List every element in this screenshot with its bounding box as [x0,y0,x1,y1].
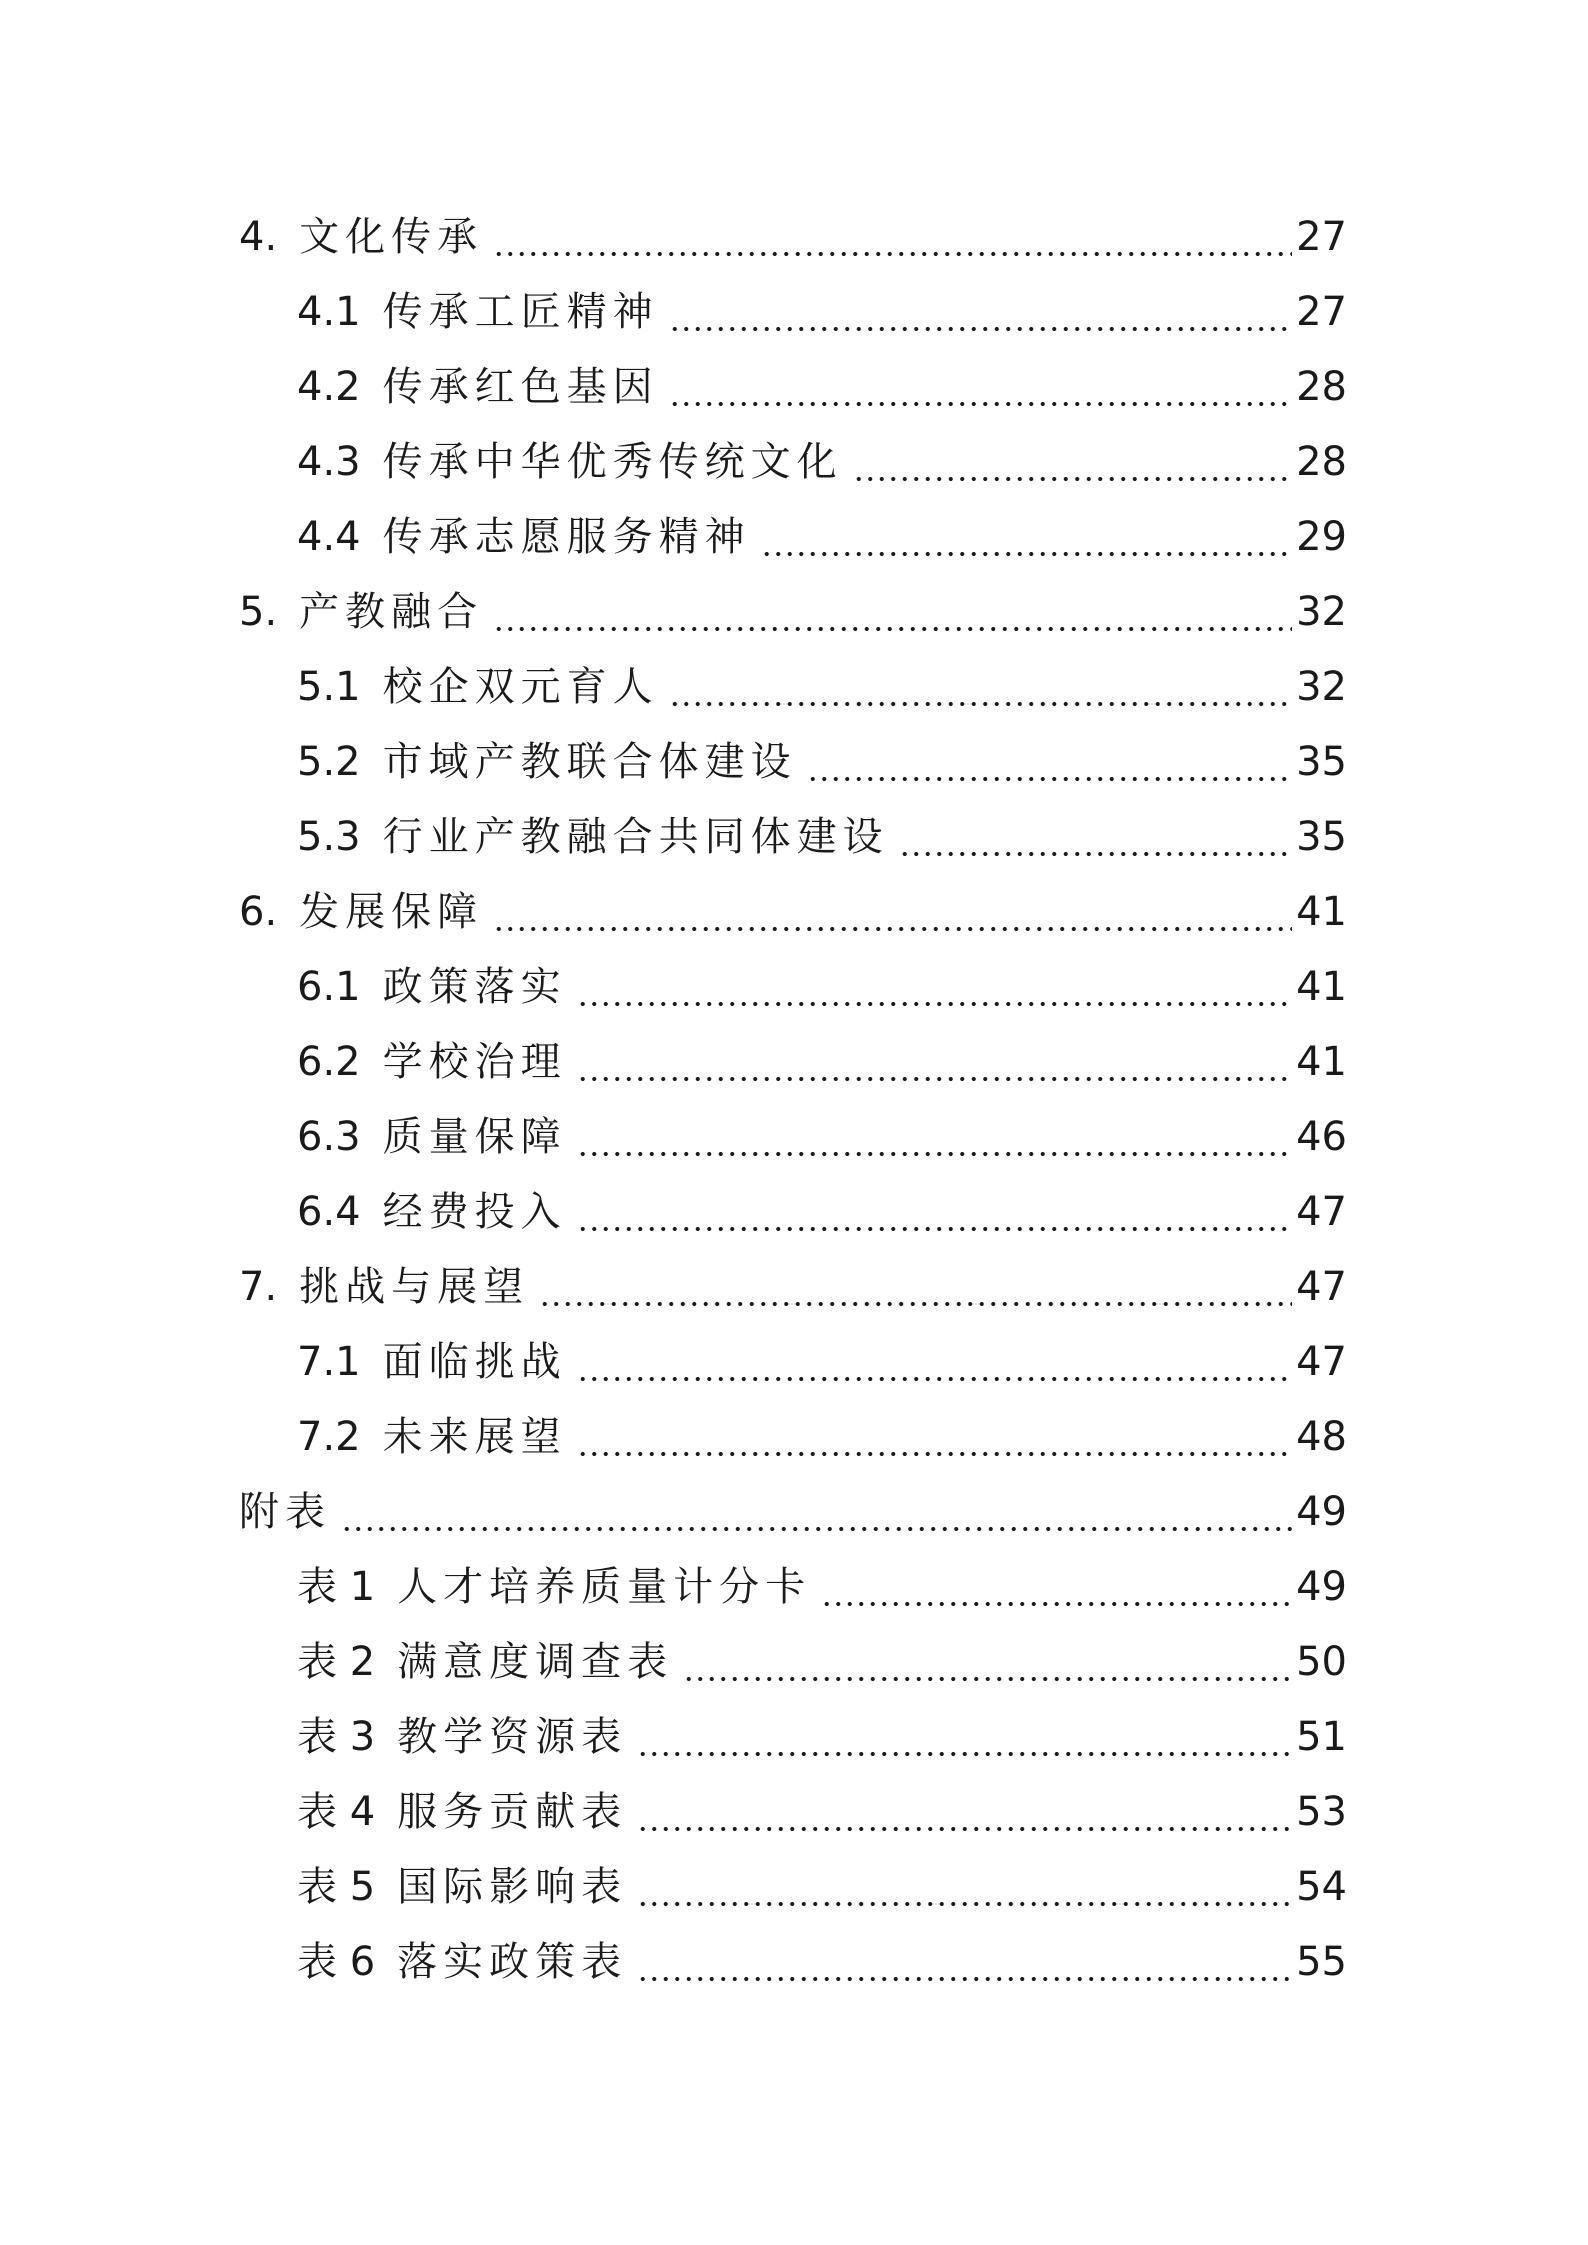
table-of-contents [239,200,1347,2000]
toc-entry-title: 质量保障 [382,1114,567,1160]
toc-entry-page: 54 [1296,1864,1347,1910]
toc-entry[interactable] [239,500,1347,575]
toc-entry-number: 4. [239,214,278,260]
toc-entry-number: 6.2 [297,1039,361,1085]
toc-entry-title: 传承中华优秀传统文化 [382,439,843,485]
toc-entry-page: 41 [1296,1039,1347,1085]
toc-entry-number: 7. [239,1264,278,1310]
toc-entry[interactable] [239,1175,1347,1250]
toc-entry-page: 49 [1296,1489,1347,1535]
toc-entry-number: 5.1 [297,664,361,710]
toc-entry-page: 48 [1296,1414,1347,1460]
toc-entry-number: 6.1 [297,964,361,1010]
toc-entry-page: 27 [1296,289,1347,335]
toc-entry[interactable] [239,275,1347,350]
toc-entry[interactable] [239,1850,1347,1925]
toc-entry[interactable] [239,875,1347,950]
dot-leader [821,1550,1292,1625]
toc-entry-number: 6.3 [297,1114,361,1160]
toc-entry[interactable] [239,1325,1347,1400]
dot-leader [637,1925,1292,2000]
dot-leader [577,1325,1292,1400]
toc-entry-title: 产教融合 [299,589,484,635]
toc-entry-number: 4.3 [297,439,361,485]
toc-entry[interactable] [239,1700,1347,1775]
toc-entry[interactable] [239,575,1347,650]
toc-entry-page: 49 [1296,1564,1347,1610]
dot-leader [899,800,1292,875]
dot-leader [539,1250,1292,1325]
toc-entry[interactable] [239,1250,1347,1325]
toc-entry-title: 校企双元育人 [382,664,659,710]
dot-leader [341,1475,1292,1550]
toc-entry-title: 挑战与展望 [299,1264,530,1310]
toc-entry-title: 行业产教融合共同体建设 [382,814,889,860]
toc-entry[interactable] [239,950,1347,1025]
dot-leader [853,425,1292,500]
toc-entry-page: 28 [1296,364,1347,410]
toc-entry-title: 经费投入 [382,1189,567,1235]
toc-entry-title: 面临挑战 [382,1339,567,1385]
toc-entry[interactable] [239,200,1347,275]
toc-entry-page: 47 [1296,1339,1347,1385]
toc-entry[interactable] [239,425,1347,500]
toc-entry-number: 4.4 [297,514,361,560]
toc-entry-page: 55 [1296,1939,1347,1985]
toc-entry-number: 5.3 [297,814,361,860]
toc-entry-number: 4.1 [297,289,361,335]
toc-entry-page: 50 [1296,1639,1347,1685]
toc-entry[interactable] [239,800,1347,875]
dot-leader [493,875,1292,950]
toc-entry-number: 表 1 [297,1564,376,1610]
dot-leader [761,500,1292,575]
toc-entry-page: 35 [1296,739,1347,785]
toc-entry-title: 发展保障 [299,889,484,935]
toc-entry-number: 表 2 [297,1639,376,1685]
toc-entry-number: 6. [239,889,278,935]
toc-entry-title: 市域产教联合体建设 [382,739,797,785]
toc-entry-number: 7.2 [297,1414,361,1460]
dot-leader [807,725,1292,800]
toc-entry[interactable] [239,1400,1347,1475]
toc-entry-title: 政策落实 [382,964,567,1010]
toc-entry-page: 53 [1296,1789,1347,1835]
dot-leader [669,275,1292,350]
toc-entry-page: 46 [1296,1114,1347,1160]
dot-leader [577,1025,1292,1100]
toc-entry[interactable] [239,1925,1347,2000]
toc-entry-page: 35 [1296,814,1347,860]
dot-leader [637,1850,1292,1925]
toc-entry[interactable] [239,350,1347,425]
dot-leader [493,200,1292,275]
toc-entry[interactable] [239,725,1347,800]
toc-entry-page: 28 [1296,439,1347,485]
toc-entry[interactable] [239,1475,1347,1550]
dot-leader [577,1100,1292,1175]
toc-entry-number: 表 4 [297,1789,376,1835]
toc-entry-title: 文化传承 [299,214,484,260]
toc-entry-title: 附表 [239,1489,331,1535]
toc-entry-title: 未来展望 [382,1414,567,1460]
toc-entry-page: 41 [1296,889,1347,935]
toc-entry-title: 教学资源表 [397,1714,628,1760]
toc-entry-title: 满意度调查表 [397,1639,674,1685]
toc-entry-page: 32 [1296,664,1347,710]
dot-leader [577,950,1292,1025]
dot-leader [577,1400,1292,1475]
toc-entry-page: 47 [1296,1264,1347,1310]
toc-entry-title: 传承工匠精神 [382,289,659,335]
toc-entry-title: 落实政策表 [397,1939,628,1985]
toc-entry[interactable] [239,1100,1347,1175]
toc-entry-title: 传承志愿服务精神 [382,514,751,560]
toc-entry-title: 服务贡献表 [397,1789,628,1835]
dot-leader [637,1775,1292,1850]
toc-entry[interactable] [239,650,1347,725]
toc-entry-page: 32 [1296,589,1347,635]
toc-entry-title: 学校治理 [382,1039,567,1085]
dot-leader [683,1625,1292,1700]
toc-entry-number: 5. [239,589,278,635]
toc-entry-number: 表 5 [297,1864,376,1910]
toc-entry-title: 传承红色基因 [382,364,659,410]
toc-entry[interactable] [239,1550,1347,1625]
toc-entry-number: 表 3 [297,1714,376,1760]
dot-leader [493,575,1292,650]
toc-entry-number: 7.1 [297,1339,361,1385]
toc-entry-page: 27 [1296,214,1347,260]
toc-entry-page: 41 [1296,964,1347,1010]
toc-entry-page: 47 [1296,1189,1347,1235]
dot-leader [669,350,1292,425]
toc-entry[interactable] [239,1625,1347,1700]
toc-entry-title: 人才培养质量计分卡 [397,1564,812,1610]
toc-entry[interactable] [239,1025,1347,1100]
dot-leader [637,1700,1292,1775]
toc-entry-number: 5.2 [297,739,361,785]
toc-entry-page: 51 [1296,1714,1347,1760]
toc-entry-title: 国际影响表 [397,1864,628,1910]
dot-leader [669,650,1292,725]
toc-entry-number: 表 6 [297,1939,376,1985]
toc-entry-number: 4.2 [297,364,361,410]
toc-entry[interactable] [239,1775,1347,1850]
toc-entry-page: 29 [1296,514,1347,560]
dot-leader [577,1175,1292,1250]
toc-entry-number: 6.4 [297,1189,361,1235]
